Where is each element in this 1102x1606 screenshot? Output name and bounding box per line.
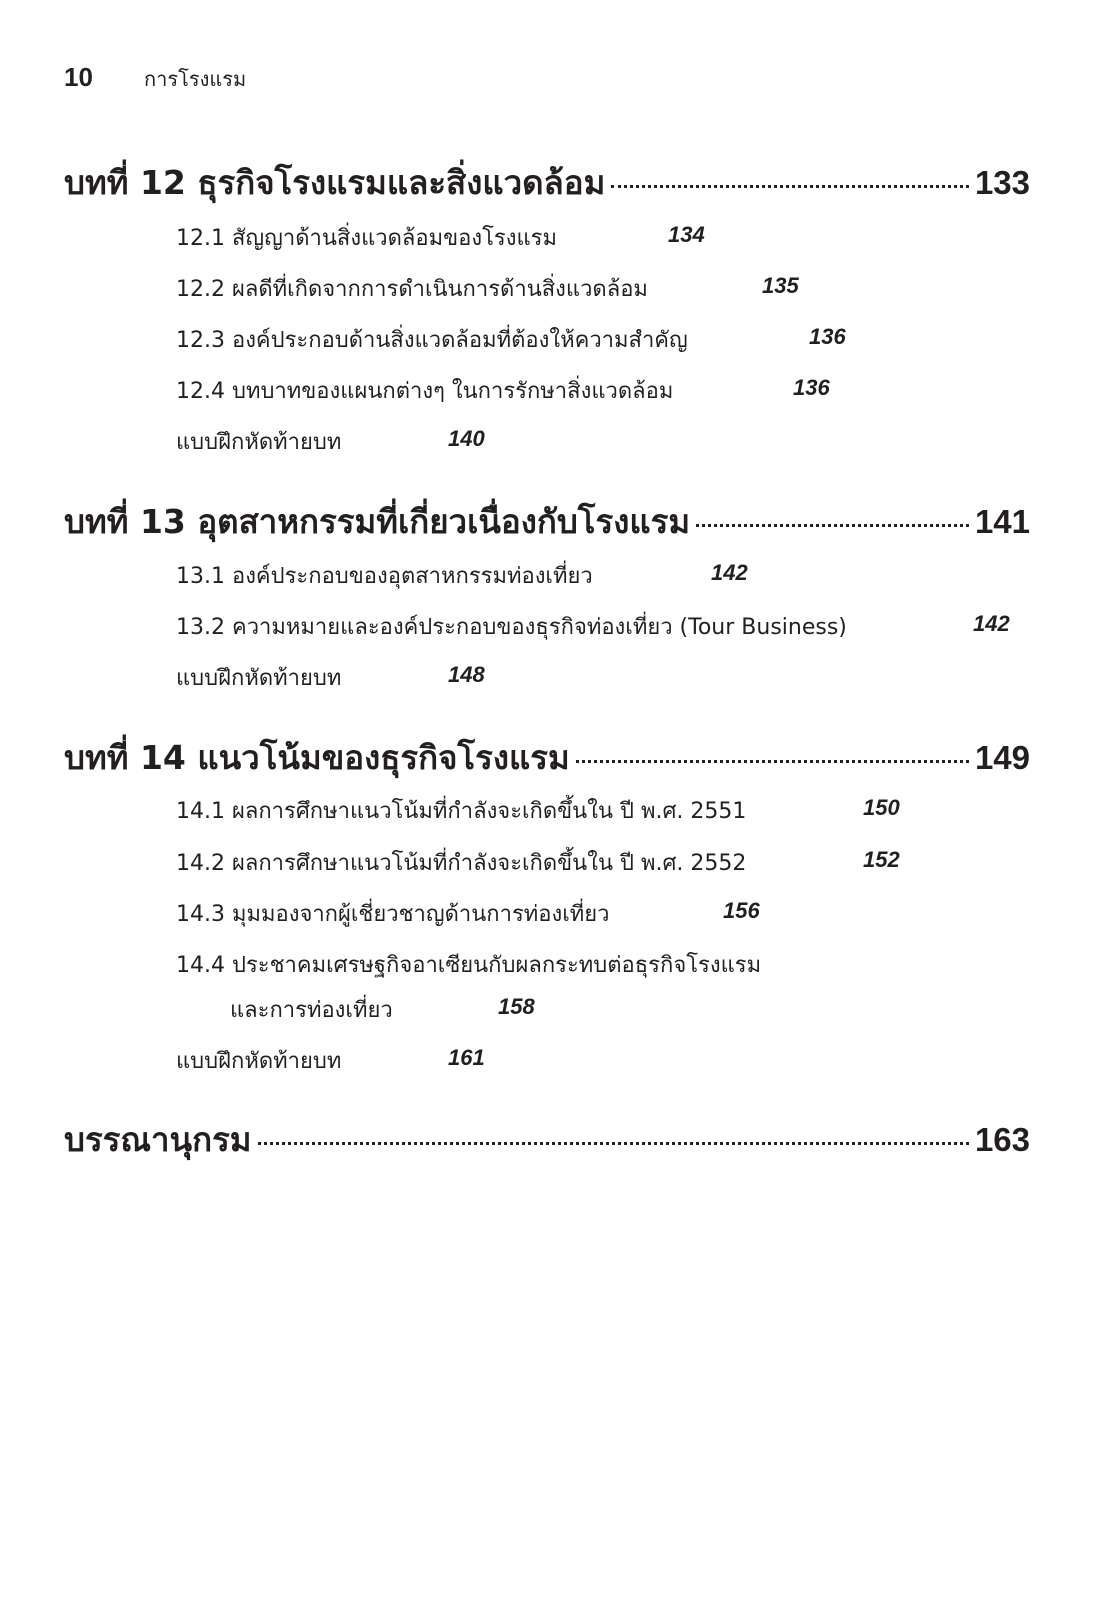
page-header	[64, 62, 246, 94]
entry-page: 156	[723, 898, 760, 923]
bibliography-title: บรรณานุกรม	[64, 1120, 252, 1159]
entry-page: 152	[863, 847, 900, 872]
entry-label: 14.4 ประชาคมเศรษฐกิจอาเซียนกับผลกระทบต่อธุรกิจโรงแรม	[176, 953, 762, 978]
toc-entry-continuation	[230, 992, 535, 1027]
entry-page: 136	[809, 324, 846, 349]
toc-entry	[176, 271, 799, 306]
chapter-14-heading	[64, 731, 1030, 784]
toc-entry	[176, 220, 705, 255]
toc-entry	[176, 793, 900, 828]
chapter-page: 141	[974, 503, 1030, 540]
toc-entry	[176, 558, 748, 593]
running-title: การโรงแรม	[144, 67, 247, 91]
entry-label: 12.2 ผลดีที่เกิดจากการดำเนินการด้านสิ่งแวดล้อม	[176, 277, 648, 302]
entry-label: 14.2 ผลการศึกษาแนวโน้มที่กำลังจะเกิดขึ้นใน ปี พ.ศ. 2552	[176, 851, 747, 876]
toc-entry	[176, 1043, 485, 1078]
entry-page: 142	[711, 560, 748, 585]
entry-page: 135	[762, 273, 799, 298]
entry-page: 150	[863, 795, 900, 820]
entry-label: 12.4 บทบาทของแผนกต่างๆ ในการรักษาสิ่งแวดล้อม	[176, 379, 674, 404]
chapter-page: 133	[974, 164, 1030, 201]
bibliography-heading	[64, 1113, 1030, 1166]
toc-entry	[176, 373, 830, 408]
toc-entry	[176, 322, 846, 357]
toc-entry	[176, 896, 760, 931]
entry-label: 13.2 ความหมายและองค์ประกอบของธุรกิจท่องเที่ยว (Tour Business)	[176, 615, 847, 640]
toc-entry	[176, 947, 761, 982]
toc-entry	[176, 660, 485, 695]
entry-page: 136	[793, 375, 830, 400]
chapter-title: บทที่ 14 แนวโน้มของธุรกิจโรงแรม	[64, 738, 570, 777]
toc-entry	[176, 609, 1010, 644]
entry-page: 140	[448, 426, 485, 451]
entry-page: 134	[668, 222, 705, 247]
bibliography-page: 163	[974, 1121, 1030, 1158]
entry-page: 142	[973, 611, 1010, 636]
entry-label: แบบฝึกหัดท้ายบท	[176, 1049, 342, 1074]
chapter-title: บทที่ 12 ธุรกิจโรงแรมและสิ่งแวดล้อม	[64, 163, 606, 202]
entry-page: 148	[448, 662, 485, 687]
dot-leader	[696, 524, 969, 527]
entry-page: 158	[498, 994, 535, 1019]
toc-entry	[176, 845, 900, 880]
chapter-title: บทที่ 13 อุตสาหกรรมที่เกี่ยวเนื่องกับโรงแรม	[64, 502, 691, 541]
entry-label: แบบฝึกหัดท้ายบท	[176, 666, 342, 691]
entry-label: แบบฝึกหัดท้ายบท	[176, 430, 342, 455]
chapter-13-heading	[64, 495, 1030, 548]
dot-leader	[258, 1142, 969, 1145]
entry-page: 161	[448, 1045, 485, 1070]
entry-label: 14.3 มุมมองจากผู้เชี่ยวชาญด้านการท่องเที่ยว	[176, 902, 610, 927]
chapter-page: 149	[974, 739, 1030, 776]
entry-label: 12.3 องค์ประกอบด้านสิ่งแวดล้อมที่ต้องให้ความสำคัญ	[176, 328, 688, 353]
dot-leader	[576, 760, 969, 763]
toc-entry	[176, 424, 485, 459]
chapter-12-heading	[64, 156, 1030, 209]
entry-label: 13.1 องค์ประกอบของอุตสาหกรรมท่องเที่ยว	[176, 564, 593, 589]
dot-leader	[611, 185, 969, 188]
entry-label: 14.1 ผลการศึกษาแนวโน้มที่กำลังจะเกิดขึ้นใน ปี พ.ศ. 2551	[176, 799, 747, 824]
entry-label: และการท่องเที่ยว	[230, 998, 393, 1023]
page-number: 10	[64, 62, 93, 92]
entry-label: 12.1 สัญญาด้านสิ่งแวดล้อมของโรงแรม	[176, 226, 557, 251]
